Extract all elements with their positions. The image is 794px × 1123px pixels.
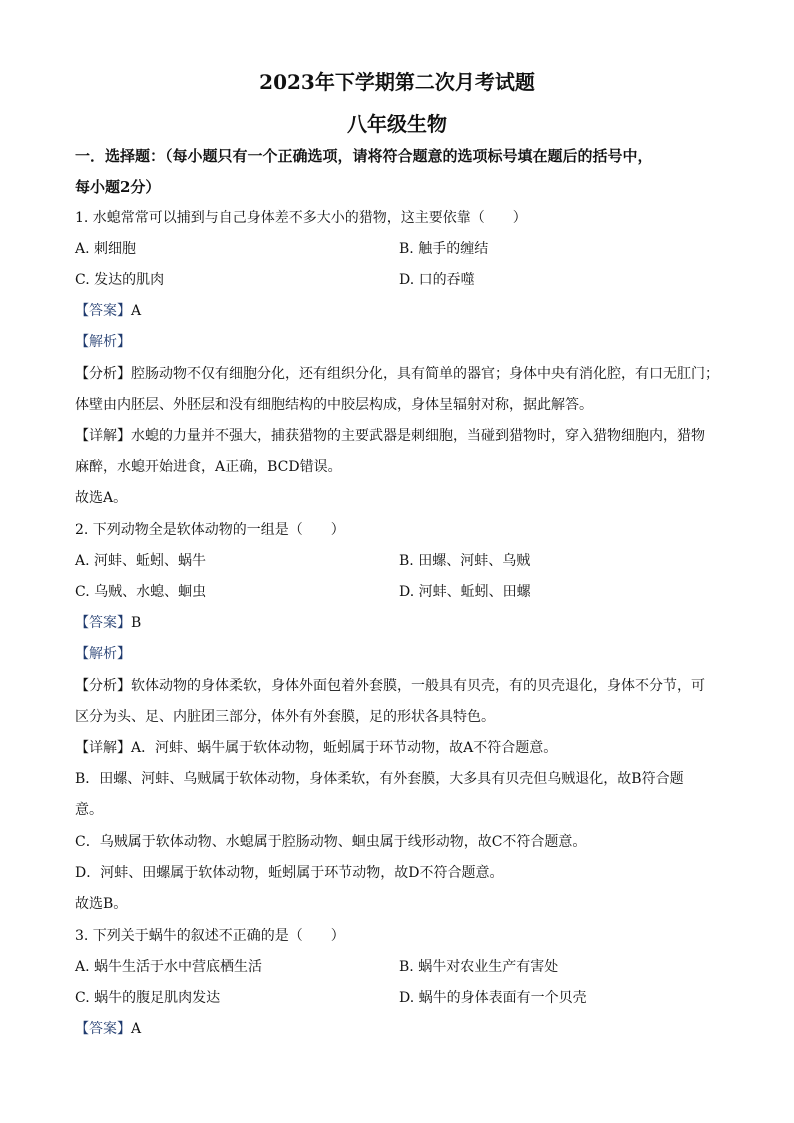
q2-xiangjie-c: C．乌贼属于软体动物、水螅属于腔肠动物、蛔虫属于线形动物，故C不符合题意。: [75, 834, 587, 850]
q2-xiangjie-d: D．河蚌、田螺属于软体动物，蚯蚓属于环节动物，故D不符合题意。: [75, 865, 504, 881]
answer-tag: 【答案】: [75, 303, 131, 319]
q3-stem: 3. 下列关于蜗牛的叙述不正确的是（ ）: [75, 928, 345, 944]
q3-answer: [75, 1019, 141, 1039]
q2-answer: [75, 613, 141, 633]
q3-option-c: C. 蜗牛的腹足肌肉发达: [75, 990, 221, 1006]
q2-fenxi-line2: 区分为头、足、内脏团三部分，体外有外套膜，足的形状各具特色。: [75, 709, 495, 725]
q1-option-c: C. 发达的肌肉: [75, 272, 165, 288]
q2-xiangjie-b1: B．田螺、河蚌、乌贼属于软体动物，身体柔软，有外套膜，大多具有贝壳但乌贼退化，故B符合题: [75, 771, 684, 787]
q1-fenxi-line2: 体壁由内胚层、外胚层和没有细胞结构的中胶层构成，身体呈辐射对称，据此解答。: [75, 397, 593, 413]
answer-value: A: [131, 303, 142, 319]
answer-tag: 【答案】: [75, 1021, 131, 1037]
q2-analysis-tag: 【解析】: [75, 646, 131, 662]
fenxi-tag: 【分析】: [75, 366, 131, 382]
q1-fenxi-line1: 【分析】腔肠动物不仅有细胞分化，还有组织分化，具有简单的器官；身体中央有消化腔，有口无肛门；: [75, 366, 719, 382]
q1-stem: 1. 水螅常常可以捕到与自己身体差不多大小的猎物，这主要依靠（ ）: [75, 210, 527, 226]
q2-fenxi-line1: 【分析】软体动物的身体柔软，身体外面包着外套膜，一般具有贝壳，有的贝壳退化，身体不分节，可: [75, 678, 705, 694]
fenxi-tag: 【分析】: [75, 678, 131, 694]
answer-value: B: [131, 615, 142, 631]
answer-tag: 【答案】: [75, 615, 131, 631]
xiangjie-tag: 【详解】: [75, 740, 131, 756]
q1-option-b: B. 触手的缠结: [399, 241, 489, 257]
q2-option-c: C. 乌贼、水螅、蛔虫: [75, 584, 207, 600]
section-heading-line1: 一．选择题：（每小题只有一个正确选项，请将符合题意的选项标号填在题后的括号中，: [75, 147, 653, 165]
q2-option-b: B. 田螺、河蚌、乌贼: [399, 553, 531, 569]
exam-subtitle: 八年级生物: [347, 112, 447, 136]
q2-conclusion: 故选B。: [75, 896, 128, 912]
q1-answer: [75, 301, 141, 321]
q2-xiangjie-a: 【详解】A．河蚌、蜗牛属于软体动物，蚯蚓属于环节动物，故A不符合题意。: [75, 740, 558, 756]
q3-option-a: A. 蜗牛生活于水中营底栖生活: [75, 959, 263, 975]
q1-analysis-tag: 【解析】: [75, 334, 131, 350]
q1-conclusion: 故选A。: [75, 490, 128, 506]
q1-xiangjie-line2: 麻醉，水螅开始进食，A正确，BCD错误。: [75, 459, 342, 475]
q1-option-d: D. 口的吞噬: [399, 272, 475, 288]
q2-option-d: D. 河蚌、蚯蚓、田螺: [399, 584, 531, 600]
q2-xiangjie-b2: 意。: [75, 802, 103, 818]
exam-title: 2023年下学期第二次月考试题: [259, 70, 535, 94]
q2-option-a: A. 河蚌、蚯蚓、蜗牛: [75, 553, 207, 569]
q1-option-a: A. 刺细胞: [75, 241, 137, 257]
answer-value: A: [131, 1021, 142, 1037]
q1-xiangjie-line1: 【详解】水螅的力量并不强大，捕获猎物的主要武器是刺细胞，当碰到猎物时，穿入猎物细胞内，猎物: [75, 428, 705, 444]
section-heading-line2: 每小题2分）: [75, 178, 161, 196]
q3-option-d: D. 蜗牛的身体表面有一个贝壳: [399, 990, 587, 1006]
q2-stem: 2. 下列动物全是软体动物的一组是（ ）: [75, 522, 345, 538]
q3-option-b: B. 蜗牛对农业生产有害处: [399, 959, 559, 975]
xiangjie-tag: 【详解】: [75, 428, 131, 444]
